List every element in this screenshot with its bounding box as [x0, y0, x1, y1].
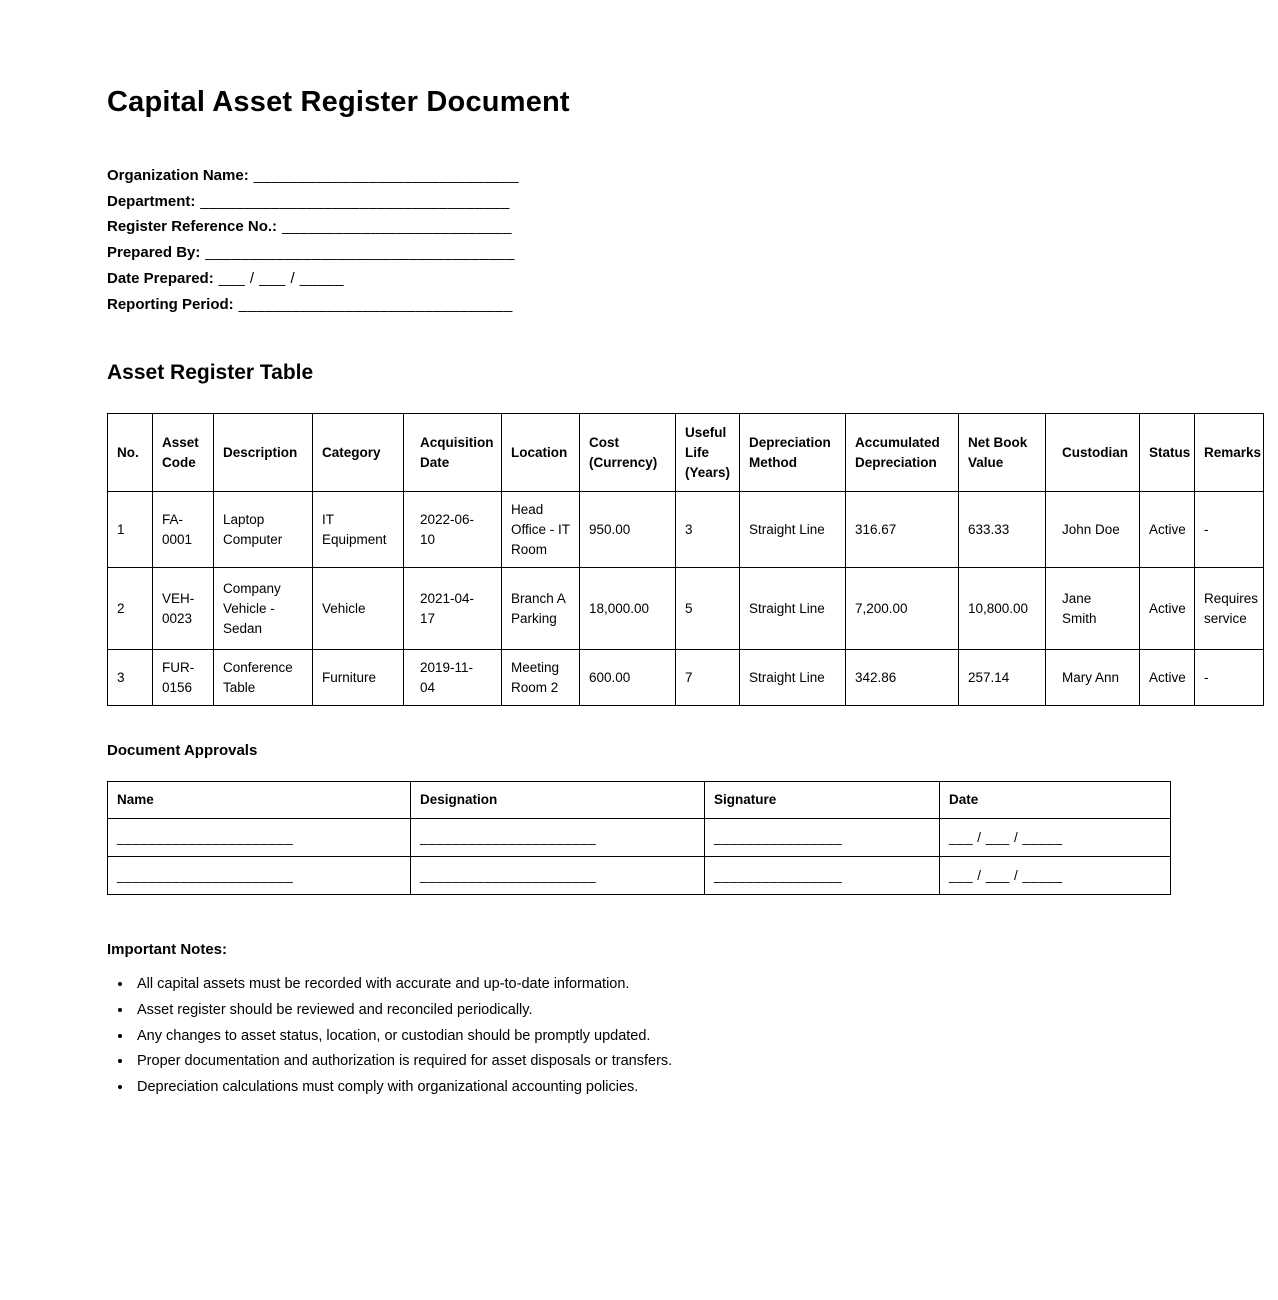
table-cell: 342.86 [846, 650, 959, 706]
asset-table-header-row [108, 414, 1264, 492]
table-cell: 1 [108, 492, 153, 568]
asset-register-table-heading: Asset Register Table [107, 361, 314, 385]
approval-date-blank: ___ / ___ / _____ [940, 818, 1171, 856]
note-item: • Proper documentation and authorization is required for asset disposals or transfers. [133, 1049, 1263, 1075]
table-cell: Straight Line [740, 650, 846, 706]
col-header-acquisition-date: Acquisition Date [404, 414, 502, 492]
table-cell: 950.00 [580, 492, 676, 568]
notes-list [107, 972, 1263, 1101]
meta-field-label: Register Reference No.: [107, 218, 278, 236]
col-header-date: Date [940, 782, 1171, 819]
table-cell: Active [1140, 650, 1195, 706]
table-cell: Company Vehicle - Sedan [214, 568, 313, 650]
table-cell: 2 [108, 568, 153, 650]
table-cell: 2019-11-04 [404, 650, 502, 706]
table-cell: Conference Table [214, 650, 313, 706]
col-header-no: No. [108, 414, 153, 492]
table-cell: John Doe [1046, 492, 1140, 568]
table-cell: 2022-06-10 [404, 492, 502, 568]
table-cell: IT Equipment [313, 492, 404, 568]
meta-field-label: Reporting Period: [107, 295, 234, 313]
col-header-remarks: Remarks [1195, 414, 1264, 492]
approval-designation-blank: ______________________ [411, 818, 705, 856]
table-cell: VEH-0023 [153, 568, 214, 650]
table-cell: FA-0001 [153, 492, 214, 568]
col-header-signature: Signature [705, 782, 940, 819]
table-row [108, 492, 1264, 568]
table-cell: 3 [108, 650, 153, 706]
col-header-net-book-value: Net Book Value [959, 414, 1046, 492]
col-header-accumulated-depreciation: Accumulated Depreciation [846, 414, 959, 492]
meta-field-reporting-period [107, 292, 1263, 318]
col-header-designation: Designation [411, 782, 705, 819]
table-row [108, 818, 1171, 856]
table-cell: Requires service [1195, 568, 1264, 650]
table-cell: - [1195, 650, 1264, 706]
table-cell: Straight Line [740, 492, 846, 568]
meta-field-label: Organization Name: [107, 167, 249, 184]
meta-field-organization-name [107, 163, 1263, 189]
approvals-section [107, 742, 1263, 895]
approval-signature-blank: ________________ [705, 818, 940, 856]
col-header-status: Status [1140, 414, 1195, 492]
table-cell: Meeting Room 2 [502, 650, 580, 706]
col-header-cost: Cost (Currency) [580, 414, 676, 492]
table-cell: - [1195, 492, 1264, 568]
meta-field-label: Prepared By: [107, 244, 201, 262]
col-header-category: Category [313, 414, 404, 492]
table-cell: 3 [676, 492, 740, 568]
document-meta-fields [107, 163, 1263, 317]
meta-field-blank: ______________________________ [253, 167, 519, 184]
table-row [108, 568, 1264, 650]
approval-signature-blank: ________________ [705, 856, 940, 894]
table-cell: Furniture [313, 650, 404, 706]
table-cell: Jane Smith [1046, 568, 1140, 650]
col-header-asset-code: Asset Code [153, 414, 214, 492]
col-header-name: Name [108, 782, 411, 819]
approvals-header-row [108, 782, 1171, 819]
meta-field-blank: _______________________________ [238, 295, 513, 313]
notes-section [107, 941, 1263, 1101]
col-header-location: Location [502, 414, 580, 492]
meta-field-blank: ___________________________________ [200, 192, 510, 210]
table-cell: 600.00 [580, 650, 676, 706]
note-item: • All capital assets must be recorded with accurate and up-to-date information. [133, 972, 1263, 998]
approval-name-blank: ______________________ [108, 856, 411, 894]
table-cell: 10,800.00 [959, 568, 1046, 650]
note-item: • Any changes to asset status, location, or custodian should be promptly updated. [133, 1024, 1263, 1050]
meta-field-blank: ___ / ___ / _____ [218, 269, 344, 287]
meta-field-department [107, 189, 1263, 215]
table-cell: Active [1140, 492, 1195, 568]
approval-date-blank: ___ / ___ / _____ [940, 856, 1171, 894]
table-row [108, 650, 1264, 706]
table-cell: Straight Line [740, 568, 846, 650]
table-cell: Head Office - IT Room [502, 492, 580, 568]
meta-field-blank: ___________________________________ [205, 244, 515, 262]
meta-field-date-prepared [107, 266, 1263, 292]
table-cell: Vehicle [313, 568, 404, 650]
approval-designation-blank: ______________________ [411, 856, 705, 894]
meta-field-label: Date Prepared: [107, 269, 214, 287]
meta-field-register-reference-no [107, 214, 1263, 240]
note-item: • Asset register should be reviewed and reconciled periodically. [133, 998, 1263, 1024]
table-cell: Branch A Parking [502, 568, 580, 650]
table-cell: 5 [676, 568, 740, 650]
table-cell: 633.33 [959, 492, 1046, 568]
approvals-table [107, 781, 1171, 895]
table-cell: Active [1140, 568, 1195, 650]
table-cell: 7 [676, 650, 740, 706]
meta-field-label: Department: [107, 192, 196, 210]
note-item: • Depreciation calculations must comply with organizational accounting policies. [133, 1075, 1263, 1101]
table-row [108, 856, 1171, 894]
table-cell: Laptop Computer [214, 492, 313, 568]
meta-field-prepared-by [107, 240, 1263, 266]
meta-field-blank: __________________________ [282, 218, 512, 236]
col-header-description: Description [214, 414, 313, 492]
approvals-heading: Document Approvals [107, 742, 258, 760]
col-header-custodian: Custodian [1046, 414, 1140, 492]
table-cell: 18,000.00 [580, 568, 676, 650]
col-header-useful-life: Useful Life (Years) [676, 414, 740, 492]
notes-heading: Important Notes: [107, 940, 227, 958]
page-title: Capital Asset Register Document [107, 86, 570, 118]
table-cell: 7,200.00 [846, 568, 959, 650]
table-cell: 2021-04-17 [404, 568, 502, 650]
col-header-depreciation-method: Depreciation Method [740, 414, 846, 492]
approval-name-blank: ______________________ [108, 818, 411, 856]
table-cell: Mary Ann [1046, 650, 1140, 706]
table-cell: 316.67 [846, 492, 959, 568]
table-cell: 257.14 [959, 650, 1046, 706]
table-cell: FUR-0156 [153, 650, 214, 706]
asset-register-table [107, 413, 1264, 706]
